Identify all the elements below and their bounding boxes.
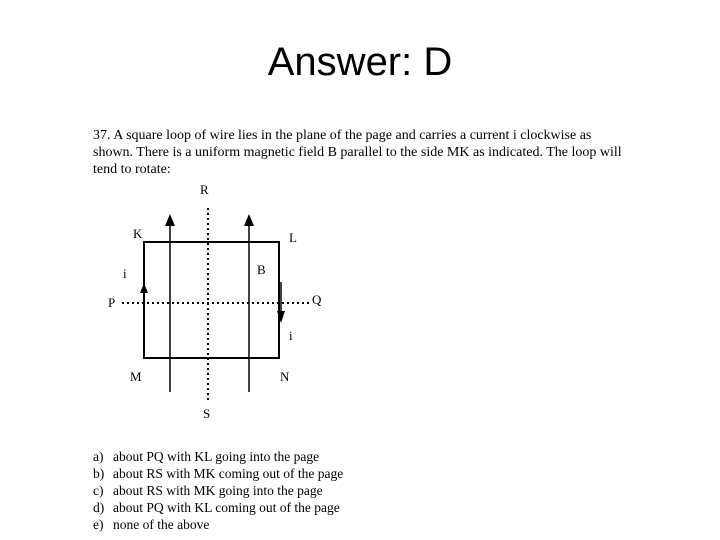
answer-option-b [93,465,493,482]
answer-text: none of the above [113,517,210,532]
field-arrow-left [165,214,175,226]
current-arrow-left [140,283,148,293]
answer-text: about RS with MK coming out of the page [113,466,344,481]
answer-option-a [93,448,493,465]
label-n: N [280,369,290,384]
label-m: M [130,369,142,384]
label-current-left: i [123,266,127,281]
answer-list [93,448,493,533]
slide-title: Answer: D [267,40,453,84]
field-arrow-right [244,214,254,226]
answer-text: about PQ with KL going into the page [113,449,320,464]
answer-letter: a) [93,449,104,464]
label-current-right: i [289,328,293,343]
label-r: R [200,182,209,197]
answer-letter: d) [93,500,105,515]
wire-loop [144,242,279,358]
answer-option-c [93,482,493,499]
answer-letter: e) [93,517,104,532]
label-k: K [133,226,143,241]
label-b: B [257,262,266,277]
loop-diagram-drawing [100,180,340,430]
label-q: Q [312,292,322,307]
label-l: L [289,230,297,245]
loop-diagram [100,180,340,430]
answer-text: about PQ with KL coming out of the page [113,500,340,515]
answer-letter: b) [93,466,105,481]
answer-text: about RS with MK going into the page [113,483,323,498]
label-p: P [108,295,116,310]
label-s: S [203,406,211,421]
answer-letter: c) [93,483,104,498]
answer-option-d [93,499,493,516]
answer-option-e [93,516,493,533]
question-text: 37. A square loop of wire lies in the plane of the page and carries a current i clockwise as shown. There is a uniform magnetic field B parallel to the side MK as indicated. The loop will tend to rotate: [93,128,622,177]
